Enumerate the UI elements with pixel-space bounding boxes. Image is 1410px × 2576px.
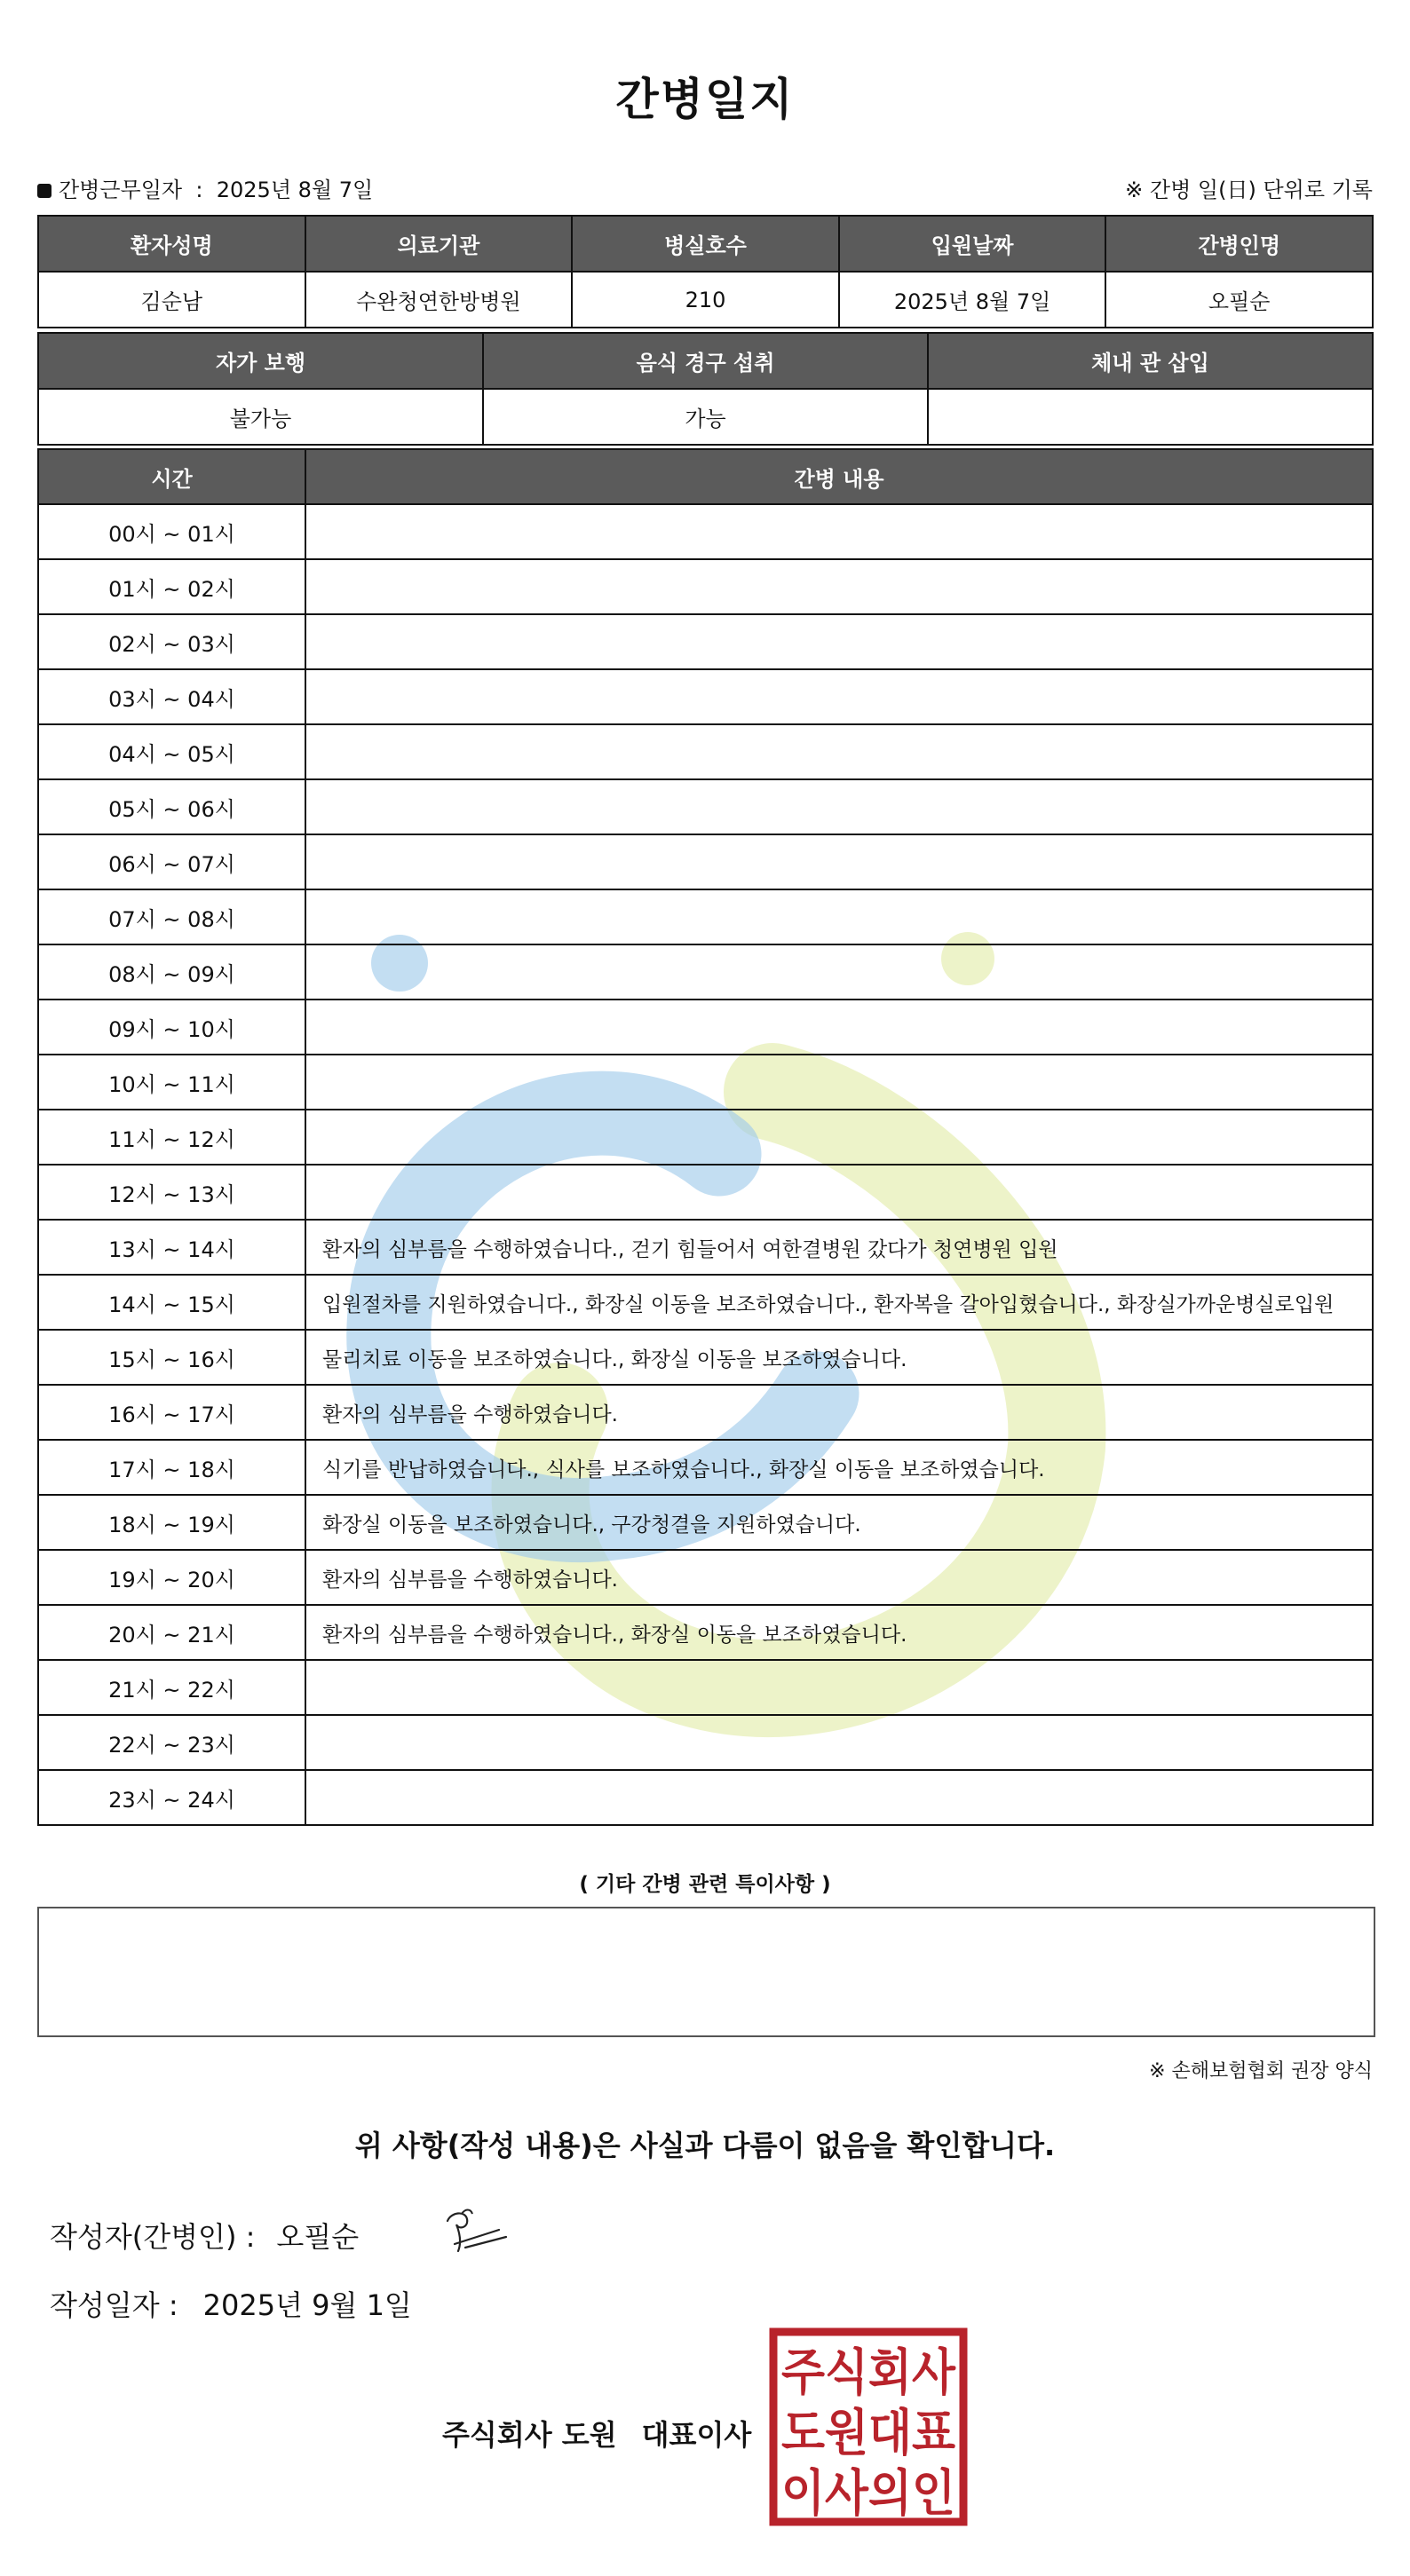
form-note: ※ 손해보험협회 권장 양식 [1149,2060,1373,2082]
room-number: 210 [572,272,839,328]
writer-label: 작성자(간병인) : [50,2220,256,2254]
care-content [305,724,1373,779]
time-slot: 03시 ~ 04시 [38,669,305,724]
care-content [305,1660,1373,1715]
time-slot: 02시 ~ 03시 [38,614,305,669]
table-row [38,1550,1373,1605]
care-log-table [37,448,1374,1826]
time-slot: 16시 ~ 17시 [38,1385,305,1440]
company-line [442,2413,751,2454]
care-content: 환자의 심부름을 수행하였습니다. [305,1385,1373,1440]
company-seal [769,2327,968,2526]
work-date-separator: : [195,178,203,202]
remarks-box [37,1907,1375,2037]
caregiver-name-header: 간병인명 [1105,216,1373,272]
table-row [38,1110,1373,1165]
table-row [38,834,1373,889]
time-slot: 15시 ~ 16시 [38,1330,305,1385]
writer-line [50,2215,359,2256]
care-content [305,504,1373,559]
time-slot: 20시 ~ 21시 [38,1605,305,1660]
patient-status-table [37,332,1374,446]
care-content: 물리치료 이동을 보조하였습니다., 화장실 이동을 보조하였습니다. [305,1330,1373,1385]
patient-name: 김순남 [38,272,305,328]
table-row [38,1385,1373,1440]
seal-text-line: 이사의인 [781,2465,955,2523]
time-slot: 04시 ~ 05시 [38,724,305,779]
table-row [38,1495,1373,1550]
care-content: 환자의 심부름을 수행하였습니다., 화장실 이동을 보조하였습니다. [305,1605,1373,1660]
remarks-title: ( 기타 간병 관련 특이사항 ) [579,1873,831,1896]
care-content [305,669,1373,724]
patient-name-header: 환자성명 [38,216,305,272]
care-content [305,1715,1373,1770]
written-date-value: 2025년 9월 1일 [202,2288,412,2322]
time-slot: 14시 ~ 15시 [38,1275,305,1330]
table-row [38,1000,1373,1055]
table-row [38,1440,1373,1495]
care-content [305,889,1373,944]
time-slot: 19시 ~ 20시 [38,1550,305,1605]
time-slot: 11시 ~ 12시 [38,1110,305,1165]
page-title: 간병일지 [615,74,795,125]
care-content: 화장실 이동을 보조하였습니다., 구강청결을 지원하였습니다. [305,1495,1373,1550]
time-slot: 12시 ~ 13시 [38,1165,305,1220]
care-content [305,1055,1373,1110]
table-row [38,1165,1373,1220]
confirmation-statement: 위 사항(작성 내용)은 사실과 다름이 없음을 확인합니다. [354,2129,1056,2162]
care-content [305,1110,1373,1165]
table-row [38,889,1373,944]
table-row [38,1715,1373,1770]
time-header: 시간 [38,449,305,504]
care-content [305,779,1373,834]
writer-name: 오필순 [276,2220,360,2254]
bullet-square-icon [37,184,51,198]
time-slot: 17시 ~ 18시 [38,1440,305,1495]
table-row [38,1275,1373,1330]
care-content [305,1165,1373,1220]
table-row [38,944,1373,1000]
care-content: 식기를 반납하였습니다., 식사를 보조하였습니다., 화장실 이동을 보조하였습니다. [305,1440,1373,1495]
time-slot: 23시 ~ 24시 [38,1770,305,1825]
care-content [305,834,1373,889]
time-slot: 21시 ~ 22시 [38,1660,305,1715]
tube-insertion-header: 체내 관 삽입 [928,333,1373,389]
table-row [38,724,1373,779]
care-content [305,1770,1373,1825]
company-name: 주식회사 도원 [442,2418,617,2452]
room-number-header: 병실호수 [572,216,839,272]
time-slot: 07시 ~ 08시 [38,889,305,944]
table-row [38,1220,1373,1275]
work-date-label: 간병근무일자 [59,178,183,202]
table-row [38,504,1373,559]
care-content [305,559,1373,614]
table-row [38,1660,1373,1715]
table-row [38,1055,1373,1110]
time-slot: 00시 ~ 01시 [38,504,305,559]
written-date-label: 작성일자 : [50,2288,178,2322]
hospital-header: 의료기관 [305,216,573,272]
company-title: 대표이사 [641,2418,752,2452]
work-date-value: 2025년 8월 7일 [216,178,374,202]
time-slot: 05시 ~ 06시 [38,779,305,834]
time-slot: 01시 ~ 02시 [38,559,305,614]
table-row [38,669,1373,724]
time-slot: 06시 ~ 07시 [38,834,305,889]
table-row [38,614,1373,669]
seal-text-line: 도원대표 [781,2405,955,2462]
table-row [38,779,1373,834]
unit-note: ※ 간병 일(日) 단위로 기록 [1125,178,1373,202]
time-slot: 10시 ~ 11시 [38,1055,305,1110]
seal-text-line: 주식회사 [781,2344,956,2402]
tube-insertion [928,389,1373,445]
caregiver-name: 오필순 [1105,272,1373,328]
care-content: 입원절차를 지원하였습니다., 화장실 이동을 보조하였습니다., 환자복을 갈아입혔습니다., 화장실가까운병실로입원 [305,1275,1373,1330]
care-content: 환자의 심부름을 수행하였습니다., 걷기 힘들어서 여한결병원 갔다가 청연병원 입원 [305,1220,1373,1275]
oral-intake-header: 음식 경구 섭취 [483,333,928,389]
hospital: 수완청연한방병원 [305,272,573,328]
care-content-header: 간병 내용 [305,449,1373,504]
time-slot: 13시 ~ 14시 [38,1220,305,1275]
table-row [38,1770,1373,1825]
admission-date: 2025년 8월 7일 [839,272,1106,328]
self-walking: 불가능 [38,389,483,445]
care-content: 환자의 심부름을 수행하였습니다. [305,1550,1373,1605]
time-slot: 08시 ~ 09시 [38,944,305,1000]
care-content [305,944,1373,1000]
table-row [38,1330,1373,1385]
admission-date-header: 입원날짜 [839,216,1106,272]
table-row [38,1605,1373,1660]
oral-intake: 가능 [483,389,928,445]
self-walking-header: 자가 보행 [38,333,483,389]
written-date-line [50,2283,412,2324]
signature-mark [435,2201,515,2264]
care-content [305,614,1373,669]
time-slot: 22시 ~ 23시 [38,1715,305,1770]
care-content [305,1000,1373,1055]
work-date [37,172,373,203]
time-slot: 18시 ~ 19시 [38,1495,305,1550]
table-row [38,559,1373,614]
time-slot: 09시 ~ 10시 [38,1000,305,1055]
patient-info-table [37,215,1374,328]
